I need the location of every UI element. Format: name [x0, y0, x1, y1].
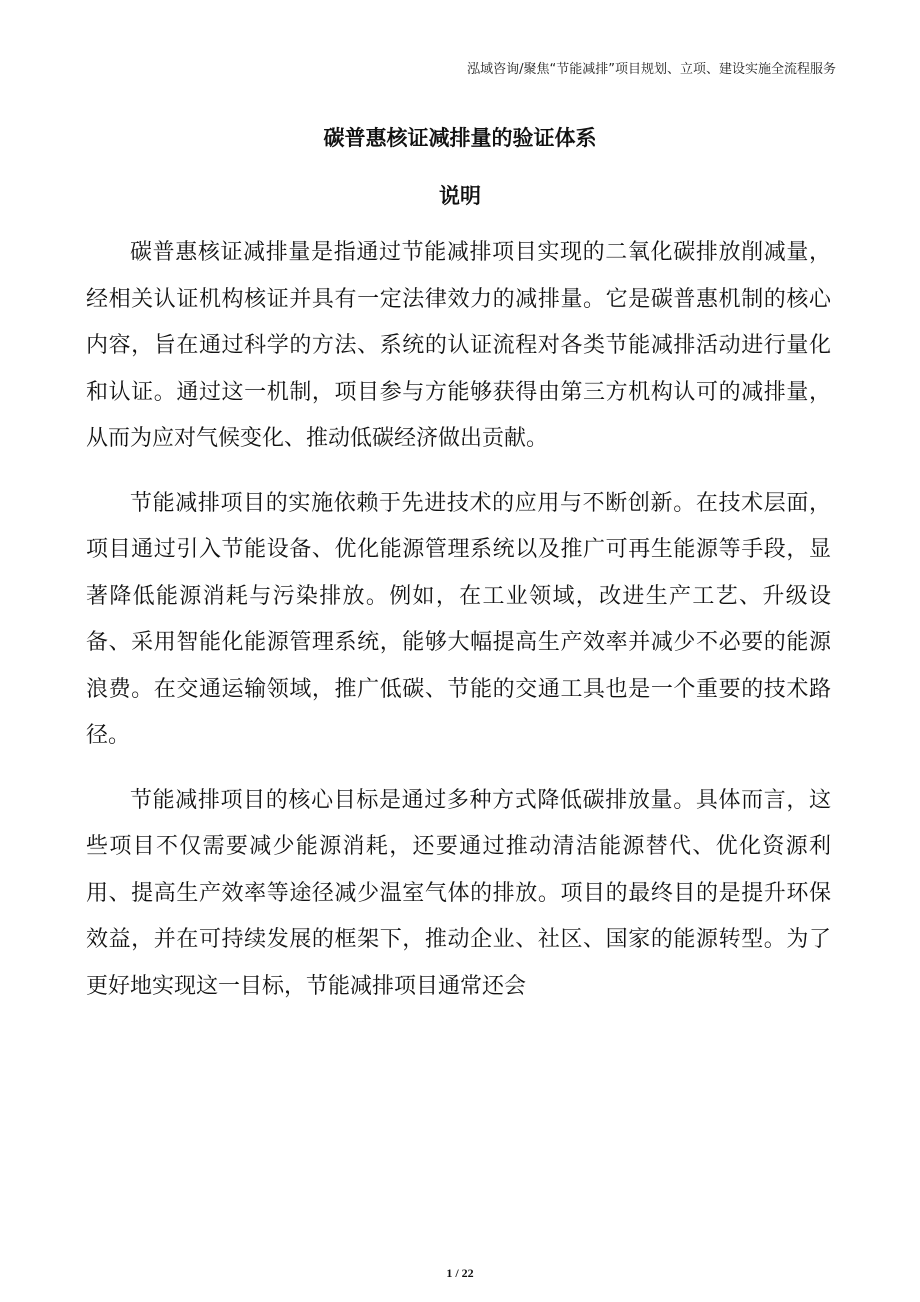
section-heading: 说明	[439, 183, 481, 208]
page-header: 泓域咨询/聚焦“节能减排”项目规划、立项、建设实施全流程服务	[467, 62, 836, 77]
paragraph-3: 节能减排项目的核心目标是通过多种方式降低碳排放量。具体而言，这些项目不仅需要减少能源消耗，还要通过推动清洁能源替代、优化资源利用、提高生产效率等途径减少温室气体的排放。项目的最终目的是提升环保效益，并在可持续发展的框架下，推动企业、社区、国家的能源转型。为了更好地实现这一目标，节能减排项目通常还会	[86, 787, 831, 999]
document-body	[86, 230, 831, 1028]
page-number: 1 / 22	[446, 1266, 474, 1280]
paragraph-1: 碳普惠核证减排量是指通过节能减排项目实现的二氧化碳排放削减量，经相关认证机构核证并具有一定法律效力的减排量。它是碳普惠机制的核心内容，旨在通过科学的方法、系统的认证流程对各类节能减排活动进行量化和认证。通过这一机制，项目参与方能够获得由第三方机构认可的减排量，从而为应对气候变化、推动低碳经济做出贡献。	[86, 240, 831, 451]
paragraph-2: 节能减排项目的实施依赖于先进技术的应用与不断创新。在技术层面，项目通过引入节能设备、优化能源管理系统以及推广可再生能源等手段，显著降低能源消耗与污染排放。例如，在工业领域，改进生产工艺、升级设备、采用智能化能源管理系统，能够大幅提高生产效率并减少不必要的能源浪费。在交通运输领域，推广低碳、节能的交通工具也是一个重要的技术路径。	[86, 490, 831, 748]
document-title: 碳普惠核证减排量的验证体系	[323, 125, 597, 150]
